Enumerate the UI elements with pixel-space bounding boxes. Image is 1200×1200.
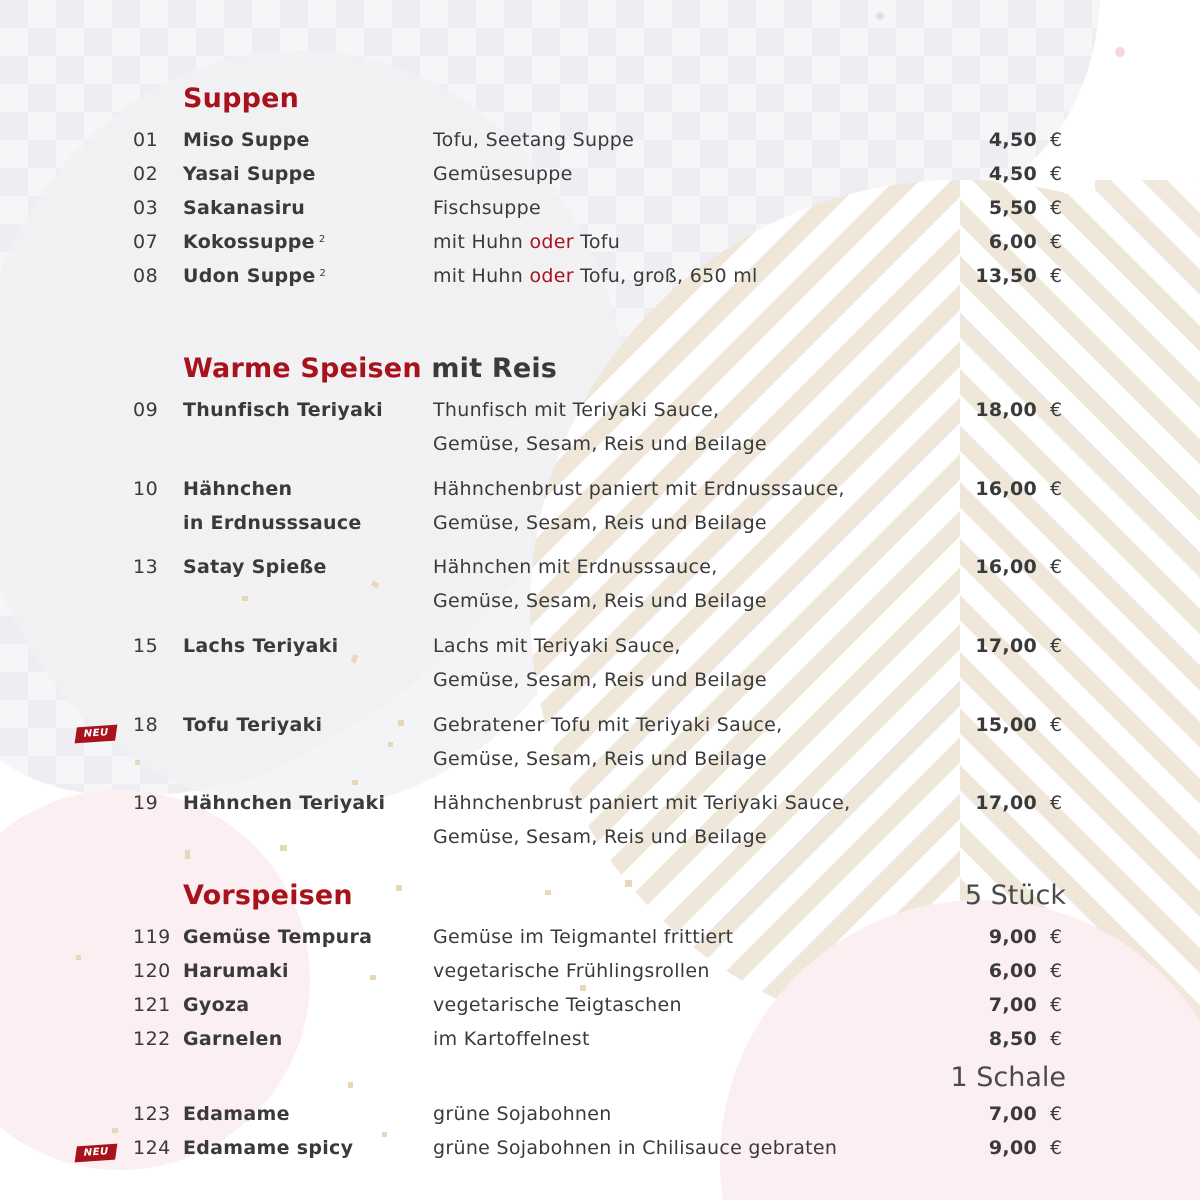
item-number: 02 xyxy=(133,163,159,185)
oder-highlight: oder xyxy=(529,231,574,253)
item-name-line: Tofu Teriyaki xyxy=(183,714,323,736)
section-title-red: Vorspeisen xyxy=(183,880,353,911)
item-description xyxy=(433,708,893,776)
section-title-suppen: Suppen xyxy=(183,83,300,114)
item-name-text: Udon Suppe xyxy=(183,265,316,287)
section-title-red: Warme Speisen xyxy=(183,353,422,384)
item-number: 121 xyxy=(133,994,171,1016)
item-price: 4,50 xyxy=(988,163,1037,185)
item-price: 18,00 xyxy=(975,399,1037,421)
currency-symbol: € xyxy=(1050,197,1063,219)
item-name-line: Thunfisch Teriyaki xyxy=(183,399,383,421)
currency-symbol: € xyxy=(1050,556,1063,578)
item-price: 4,50 xyxy=(988,129,1037,151)
description-part: Tofu, groß, 650 ml xyxy=(573,265,758,287)
section-title-dark: mit Reis xyxy=(421,353,558,384)
description-line: Hähnchenbrust paniert mit Erdnusssauce, xyxy=(433,478,845,500)
currency-symbol: € xyxy=(1050,926,1063,948)
item-description: grüne Sojabohnen xyxy=(433,1103,612,1125)
portion-label: 5 Stück xyxy=(964,880,1066,911)
item-number: 03 xyxy=(133,197,159,219)
description-line: Lachs mit Teriyaki Sauce, xyxy=(433,635,681,657)
item-name: Gemüse Tempura xyxy=(183,926,373,948)
item-name-line: Satay Spieße xyxy=(183,556,327,578)
description-line: Gemüse, Sesam, Reis und Beilage xyxy=(433,433,767,455)
currency-symbol: € xyxy=(1050,231,1063,253)
item-name xyxy=(183,550,423,584)
currency-symbol: € xyxy=(1050,714,1063,736)
item-name xyxy=(183,393,423,427)
item-name: Yasai Suppe xyxy=(183,163,316,185)
item-description xyxy=(433,225,893,259)
item-name xyxy=(183,259,423,293)
item-description: Gemüsesuppe xyxy=(433,163,573,185)
footnote-marker: 2 xyxy=(318,234,326,245)
item-name xyxy=(183,472,423,540)
item-price: 9,00 xyxy=(988,926,1037,948)
description-line: Gebratener Tofu mit Teriyaki Sauce, xyxy=(433,714,783,736)
currency-symbol: € xyxy=(1050,1028,1063,1050)
currency-symbol: € xyxy=(1050,792,1063,814)
currency-symbol: € xyxy=(1050,478,1063,500)
item-name-line: in Erdnusssauce xyxy=(183,512,362,534)
item-price: 16,00 xyxy=(975,478,1037,500)
item-description xyxy=(433,393,893,461)
description-line: Gemüse, Sesam, Reis und Beilage xyxy=(433,512,767,534)
currency-symbol: € xyxy=(1050,399,1063,421)
currency-symbol: € xyxy=(1050,1103,1063,1125)
item-name: Sakanasiru xyxy=(183,197,306,219)
currency-symbol: € xyxy=(1050,994,1063,1016)
section-title-warme-speisen xyxy=(183,352,557,386)
item-name xyxy=(183,225,423,259)
currency-symbol: € xyxy=(1050,960,1063,982)
item-number: 19 xyxy=(133,792,159,814)
description-part: Tofu xyxy=(573,231,621,253)
item-description: vegetarische Teigtaschen xyxy=(433,994,682,1016)
description-line: Hähnchen mit Erdnusssauce, xyxy=(433,556,718,578)
item-name xyxy=(183,708,423,742)
item-number: 123 xyxy=(133,1103,171,1125)
item-price: 9,00 xyxy=(988,1137,1037,1159)
item-price: 17,00 xyxy=(975,792,1037,814)
currency-symbol: € xyxy=(1050,1137,1063,1159)
currency-symbol: € xyxy=(1050,163,1063,185)
item-description: vegetarische Frühlingsrollen xyxy=(433,960,710,982)
item-number: 120 xyxy=(133,960,171,982)
description-line: Gemüse, Sesam, Reis und Beilage xyxy=(433,669,767,691)
item-name: Edamame spicy xyxy=(183,1137,354,1159)
item-number: 08 xyxy=(133,265,159,287)
item-price: 8,50 xyxy=(988,1028,1037,1050)
item-name: Garnelen xyxy=(183,1028,283,1050)
item-name-line: Lachs Teriyaki xyxy=(183,635,339,657)
item-description: im Kartoffelnest xyxy=(433,1028,590,1050)
item-price: 6,00 xyxy=(988,231,1037,253)
item-description: Fischsuppe xyxy=(433,197,541,219)
description-part: mit Huhn xyxy=(433,265,530,287)
item-name: Miso Suppe xyxy=(183,129,310,151)
item-price: 16,00 xyxy=(975,556,1037,578)
item-number: 124 xyxy=(133,1137,171,1159)
item-price: 17,00 xyxy=(975,635,1037,657)
new-badge: NEU xyxy=(75,1144,118,1163)
item-price: 5,50 xyxy=(988,197,1037,219)
oder-highlight: oder xyxy=(529,265,574,287)
item-number: 10 xyxy=(133,478,159,500)
item-description xyxy=(433,259,893,293)
item-name: Harumaki xyxy=(183,960,289,982)
description-line: Thunfisch mit Teriyaki Sauce, xyxy=(433,399,720,421)
item-description xyxy=(433,629,893,697)
item-name-text: Kokossuppe xyxy=(183,231,315,253)
item-name xyxy=(183,786,423,820)
item-number: 01 xyxy=(133,129,159,151)
currency-symbol: € xyxy=(1050,129,1063,151)
item-number: 13 xyxy=(133,556,159,578)
description-line: Gemüse, Sesam, Reis und Beilage xyxy=(433,748,767,770)
item-price: 6,00 xyxy=(988,960,1037,982)
item-description xyxy=(433,786,893,854)
footnote-marker: 2 xyxy=(319,268,327,279)
item-number: 15 xyxy=(133,635,159,657)
item-number: 07 xyxy=(133,231,159,253)
item-description: Tofu, Seetang Suppe xyxy=(433,129,635,151)
description-line: Gemüse, Sesam, Reis und Beilage xyxy=(433,590,767,612)
item-number: 119 xyxy=(133,926,171,948)
new-badge: NEU xyxy=(75,725,118,744)
currency-symbol: € xyxy=(1050,635,1063,657)
item-number: 18 xyxy=(133,714,159,736)
item-price: 13,50 xyxy=(975,265,1037,287)
item-name-line: Hähnchen xyxy=(183,478,293,500)
item-name: Gyoza xyxy=(183,994,250,1016)
item-description: Gemüse im Teigmantel frittiert xyxy=(433,926,734,948)
item-number: 122 xyxy=(133,1028,171,1050)
item-description: grüne Sojabohnen in Chilisauce gebraten xyxy=(433,1137,838,1159)
item-price: 15,00 xyxy=(975,714,1037,736)
portion-label: 1 Schale xyxy=(950,1062,1066,1093)
item-name xyxy=(183,629,423,663)
currency-symbol: € xyxy=(1050,265,1063,287)
section-title-vorspeisen xyxy=(183,879,353,913)
description-line: Hähnchenbrust paniert mit Teriyaki Sauce, xyxy=(433,792,851,814)
description-part: mit Huhn xyxy=(433,231,530,253)
item-description xyxy=(433,472,893,540)
description-line: Gemüse, Sesam, Reis und Beilage xyxy=(433,826,767,848)
item-name: Edamame xyxy=(183,1103,290,1125)
item-description xyxy=(433,550,893,618)
item-number: 09 xyxy=(133,399,159,421)
item-name-line: Hähnchen Teriyaki xyxy=(183,792,386,814)
item-price: 7,00 xyxy=(988,994,1037,1016)
item-price: 7,00 xyxy=(988,1103,1037,1125)
